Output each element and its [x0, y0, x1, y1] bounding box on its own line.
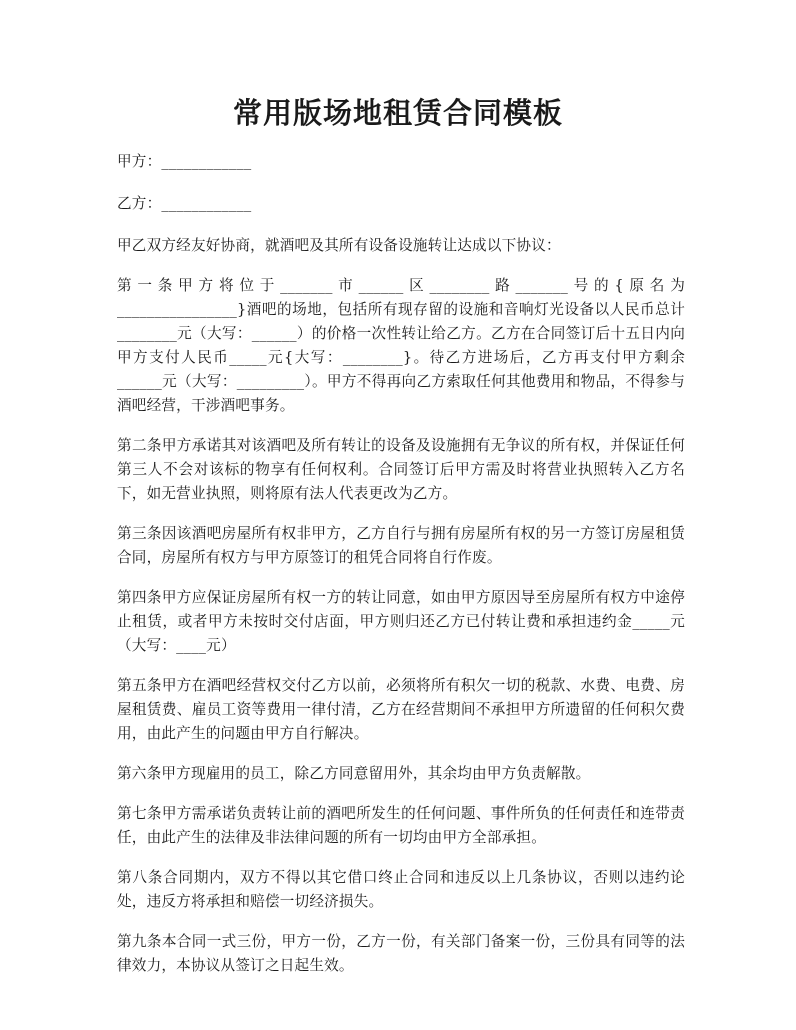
- article-8: 第八条合同期内，双方不得以其它借口终止合同和违反以上几条协议，否则以违约论处，违反方将承担和赔偿一切经济损失。: [117, 869, 685, 910]
- article-7: 第七条甲方需承诺负责转让前的酒吧所发生的任何问题、事件所负的任何责任和连带责任，由此产生的法律及非法律问题的所有一切均由甲方全部承担。: [117, 805, 685, 846]
- party-b-line: 乙方：____________: [117, 195, 252, 212]
- article-1: 第一条甲方将位于_______市______区________路_______号的{原名为________________}酒吧的场地，包括所有现存留的设施和音响灯光设备以人民币总计________元（大写：______）的价格一次性转让给乙方。乙方在合同签订后十五日内向甲方支付人民币_____元{大写：________}。待乙方进场后，乙方再支付甲方剩余______元（大写：_________）。甲方不得再向乙方索取任何其他费用和物品，不得参与酒吧经营，干涉酒吧事务。: [117, 277, 685, 414]
- article-5: 第五条甲方在酒吧经营权交付乙方以前，必须将所有积欠一切的税款、水费、电费、房屋租赁费、雇员工资等费用一律付清，乙方在经营期间不承担甲方所遗留的任何积欠费用，由此产生的问题由甲方自行解决。: [117, 677, 685, 742]
- article-9: 第九条本合同一式三份，甲方一份，乙方一份，有关部门备案一份，三份具有同等的法律效力，本协议从签订之日起生效。: [117, 933, 685, 974]
- agreement-intro: 甲乙双方经友好协商，就酒吧及其所有设备设施转让达成以下协议：: [117, 237, 561, 254]
- article-6: 第六条甲方现雇用的员工，除乙方同意留用外，其余均由甲方负责解散。: [117, 765, 591, 782]
- document-body: [117, 150, 685, 994]
- article-4: 第四条甲方应保证房屋所有权一方的转让同意，如由甲方原因导至房屋所有权方中途停止租赁，或者甲方未按时交付店面，甲方则归还乙方已付转让费和承担违约金_____元（大写：____元）: [117, 589, 685, 654]
- article-3: 第三条因该酒吧房屋所有权非甲方，乙方自行与拥有房屋所有权的另一方签订房屋租赁合同，房屋所有权方与甲方原签订的租凭合同将自行作废。: [117, 525, 685, 566]
- party-a-line: 甲方：____________: [117, 153, 252, 170]
- article-2: 第二条甲方承诺其对该酒吧及所有转让的设备及设施拥有无争议的所有权，并保证任何第三人不会对该标的物享有任何权利。合同签订后甲方需及时将营业执照转入乙方名下，如无营业执照，则将原有法人代表更改为乙方。: [117, 437, 685, 502]
- document-title: 常用版场地租赁合同模板: [232, 96, 563, 130]
